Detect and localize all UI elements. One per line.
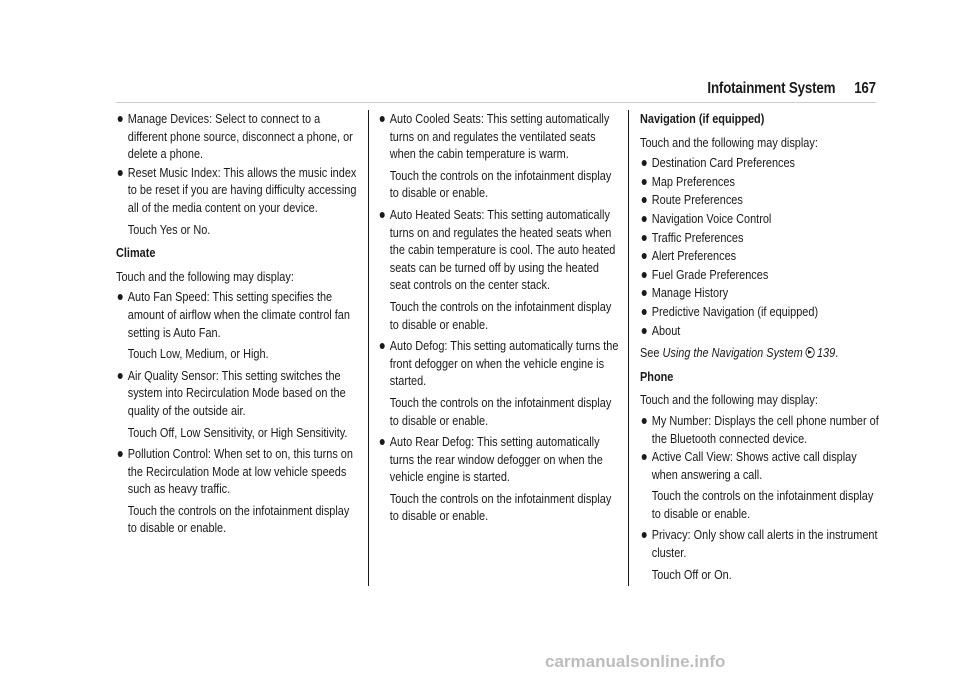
column-1 xyxy=(116,110,406,541)
note-privacy: Touch Off or On. xyxy=(651,566,732,582)
bullet-privacy: Privacy: Only show call alerts in the instrument cluster. xyxy=(640,526,884,561)
bullet-manage-devices: Manage Devices: Select to connect to a different phone source, disconnect a phone, or delete a phone. xyxy=(116,110,360,163)
bullet-pollution-control: Pollution Control: When set to on, this turns on the Recirculation Mode at low vehicle speeds such as heavy traffic. xyxy=(116,445,360,498)
note-auto-defog: Touch the controls on the infotainment display to disable or enable. xyxy=(389,394,612,428)
header-rule xyxy=(116,102,876,103)
see-reference-title: Using the Navigation System xyxy=(662,345,803,361)
navigation-heading: Navigation (if equipped) xyxy=(640,111,765,126)
nav-item-map-preferences: Map Preferences xyxy=(640,173,884,191)
page-header xyxy=(708,80,876,98)
phone-intro: Touch and the following may display: xyxy=(640,392,818,408)
nav-item-voice-control: Navigation Voice Control xyxy=(640,210,884,228)
see-reference[interactable] xyxy=(640,344,884,362)
column-2 xyxy=(378,110,668,529)
note-auto-fan-speed: Touch Low, Medium, or High. xyxy=(127,346,269,362)
note-active-call-view: Touch the controls on the infotainment display to disable or enable. xyxy=(651,488,874,521)
bullet-air-quality-sensor: Air Quality Sensor: This setting switches the system into Recirculation Mode based on the quality of the outside air. xyxy=(116,367,360,420)
note-auto-cooled-seats: Touch the controls on the infotainment display to disable or enable. xyxy=(389,167,612,201)
bullet-auto-fan-speed: Auto Fan Speed: This setting specifies the amount of airflow when the climate control fan setting is Auto Fan. xyxy=(116,288,360,341)
bullet-active-call-view: Active Call View: Shows active call display when answering a call. xyxy=(640,448,884,483)
bullet-auto-defog: Auto Defog: This setting automatically turns the front defogger on when the vehicle engine is started. xyxy=(378,337,622,390)
note-air-quality-sensor: Touch Off, Low Sensitivity, or High Sensitivity. xyxy=(127,424,348,440)
nav-item-manage-history: Manage History xyxy=(640,284,884,302)
nav-item-route-preferences: Route Preferences xyxy=(640,191,884,209)
bullet-auto-rear-defog: Auto Rear Defog: This setting automatically turns the rear window defogger on when the vehicle engine is started. xyxy=(378,433,622,486)
nav-item-traffic-preferences: Traffic Preferences xyxy=(640,229,884,247)
section-title: Infotainment System xyxy=(707,80,836,97)
phone-heading: Phone xyxy=(640,368,674,384)
bullet-reset-music-index: Reset Music Index: This allows the music index to be reset if you are having difficulty accessing all of the media content on your device. xyxy=(116,164,360,217)
note-pollution-control: Touch the controls on the infotainment display to disable or enable. xyxy=(127,502,350,536)
nav-item-fuel-grade: Fuel Grade Preferences xyxy=(640,266,884,284)
nav-item-destination-card: Destination Card Preferences xyxy=(640,154,884,172)
navigation-intro: Touch and the following may display: xyxy=(640,134,818,150)
page-number: 167 xyxy=(854,80,876,97)
watermark: carmanualsonline.info xyxy=(545,652,726,671)
nav-item-predictive-navigation: Predictive Navigation (if equipped) xyxy=(640,303,884,321)
bullet-auto-heated-seats: Auto Heated Seats: This setting automatically turns on and regulates the heated seats when the cabin temperature is cool. The auto heated seats can be turned off by using the heated seat controls on the center stack. xyxy=(378,206,622,294)
see-prefix: See xyxy=(640,345,660,361)
note-auto-rear-defog: Touch the controls on the infotainment display to disable or enable. xyxy=(389,490,612,524)
column-3 xyxy=(640,110,930,587)
see-suffix: . xyxy=(835,345,839,361)
climate-intro: Touch and the following may display: xyxy=(116,268,294,284)
bullet-auto-cooled-seats: Auto Cooled Seats: This setting automatically turns on and regulates the ventilated seats when the cabin temperature is warm. xyxy=(378,110,622,163)
see-reference-page: 139 xyxy=(816,345,836,361)
bullet-my-number: My Number: Displays the cell phone number of the Bluetooth connected device. xyxy=(640,412,884,447)
nav-item-about: About xyxy=(640,322,884,340)
climate-heading: Climate xyxy=(116,245,156,261)
page-reference-icon xyxy=(805,347,814,358)
note-auto-heated-seats: Touch the controls on the infotainment display to disable or enable. xyxy=(389,298,612,332)
note-reset-music-index: Touch Yes or No. xyxy=(127,221,211,237)
nav-item-alert-preferences: Alert Preferences xyxy=(640,247,884,265)
